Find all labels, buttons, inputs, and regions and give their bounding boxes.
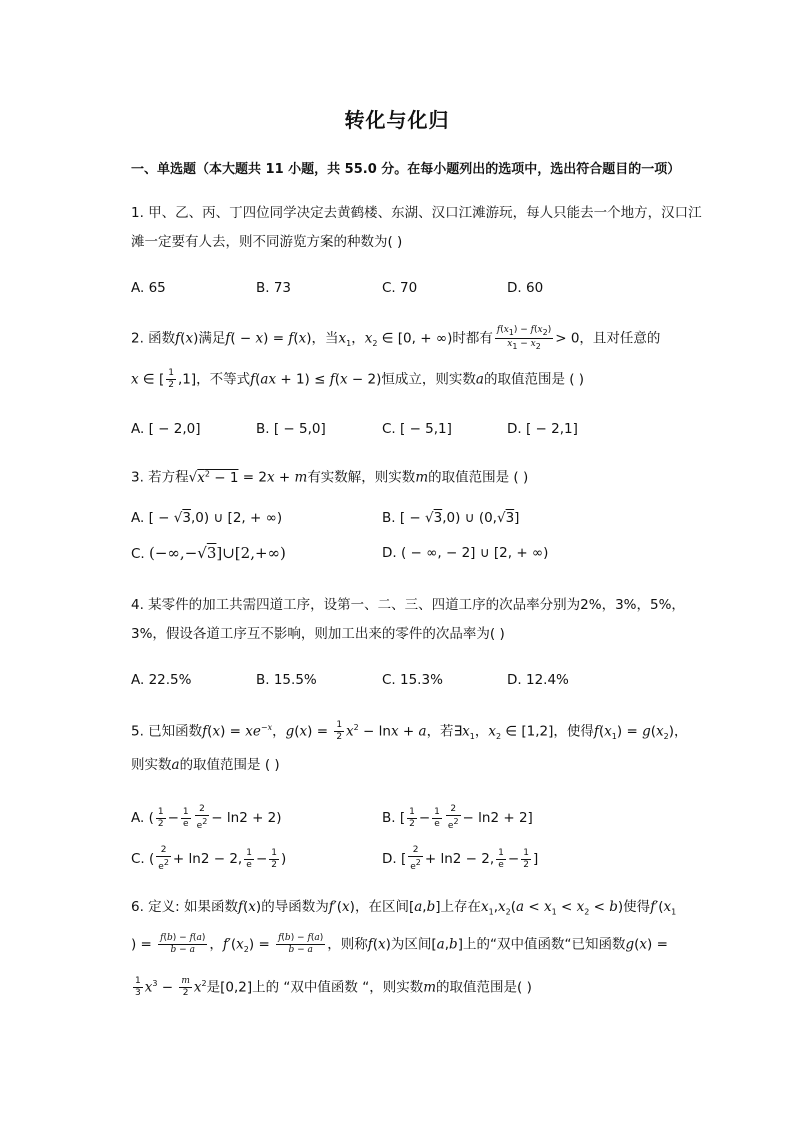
q6-line-2: ) = $\frac{f(b) - f(a)}{b - a}$ ，$f'(x_2)$ = $\frac{f(b) - f(a)}{b - a}$ ，则称f(x)为区间[a,b]上的“双中值函数“已知函数g(x) =	[131, 933, 668, 955]
q6-line-1: 6. 定义: 如果函数f(x)的导函数为f′(x)，在区间[a,b]上存在$x_1,x_2(a < x_1 < x_2 < b)$使得$f'(x_1$	[131, 899, 677, 917]
q1-option-a: A. 65	[131, 280, 166, 296]
q1-line-2: 滩一定要有人去，则不同游览方案的种数为( )	[131, 234, 403, 250]
q3-option-d: D. ( − ∞, − 2] ∪ [2, + ∞)	[382, 545, 549, 561]
q5-option-a: A. ( $\frac{1}{2}$ − $\frac{1}{e}$ $\frac{2}{e^2}$ − ln2 + 2)	[131, 804, 282, 831]
q2-option-c: C. [ − 5,1]	[382, 421, 452, 437]
q4-option-b: B. 15.5%	[256, 672, 317, 688]
q5-line-1: 5. 已知函数$f(x) = xe^{-x}$，g(x) = $\frac{1}{2}$ $x^2 - \ln x + a$，若$\exists x_1$，$x_2$ ∈ [1,2]，使得$f(x_1) = g(x_2)$，	[131, 720, 688, 742]
q1-option-c: C. 70	[382, 280, 418, 296]
q3-option-c: C. (−∞,−√3]∪[2,+∞)	[131, 544, 286, 562]
q1-line-1: 1. 甲、乙、丙、丁四位同学决定去黄鹤楼、东湖、汉口江滩游玩，每人只能去一个地方，汉口江	[131, 205, 702, 221]
q4-option-a: A. 22.5%	[131, 672, 192, 688]
q2-option-d: D. [ − 2,1]	[507, 421, 578, 437]
q1-option-b: B. 73	[256, 280, 292, 296]
section-heading: 一、单选题（本大题共 11 小题，共 55.0 分。在每小题列出的选项中，选出符合题目的一项）	[131, 162, 681, 177]
q3-option-a: A. [ − √3,0) ∪ [2, + ∞)	[131, 510, 283, 526]
q2-option-b: B. [ − 5,0]	[256, 421, 326, 437]
page-title: 转化与化归	[344, 108, 450, 132]
q1-option-d: D. 60	[507, 280, 544, 296]
q2-line-2: x ∈ [ $\frac{1}{2}$ ,1]，不等式f(ax + 1) ≤ f(x − 2)恒成立，则实数a的取值范围是 ( )	[131, 368, 585, 390]
q4-line-2: 3%，假设各道工序互不影响，则加工出来的零件的次品率为( )	[131, 626, 505, 642]
q5-option-c: C. ( $\frac{2}{e^2}$ + ln2 − 2, $\frac{1}{e}$ − $\frac{1}{2}$ )	[131, 845, 287, 872]
q2-option-a: A. [ − 2,0]	[131, 421, 201, 437]
q6-line-3: $\frac{1}{3}$ $x^3$ − $\frac{m}{2}$ $x^2$是[0,2]上的 “双中值函数 “，则实数m的取值范围是( )	[135, 976, 532, 998]
q4-option-d: D. 12.4%	[507, 672, 569, 688]
q5-line-2: 则实数a的取值范围是 ( )	[131, 757, 280, 773]
q5-option-d: D. [ $\frac{2}{e^2}$ + ln2 − 2, $\frac{1}{e}$ − $\frac{1}{2}$ ]	[382, 845, 539, 872]
q2-line-1: 2. 函数f(x)满足f( − x) = f(x)，当$x_1$，$x_2$ ∈ [0, + ∞)时都有 $\frac{f(x_1) - f(x_2)}{x_1 - x_2}$ > 0，且对任意的	[131, 325, 661, 351]
q4-option-c: C. 15.3%	[382, 672, 443, 688]
q3-line-1: 3. 若方程$√x^2 - 1 = 2x + m$有实数解，则实数m的取值范围是 ( )	[131, 469, 529, 486]
q3-option-b: B. [ − √3,0) ∪ (0,√3]	[382, 510, 520, 526]
q4-line-1: 4. 某零件的加工共需四道工序，设第一、二、三、四道工序的次品率分别为2%，3%，5%，	[131, 597, 685, 613]
q5-option-b: B. [ $\frac{1}{2}$ − $\frac{1}{e}$ $\frac{2}{e^2}$ − ln2 + 2]	[382, 804, 533, 831]
